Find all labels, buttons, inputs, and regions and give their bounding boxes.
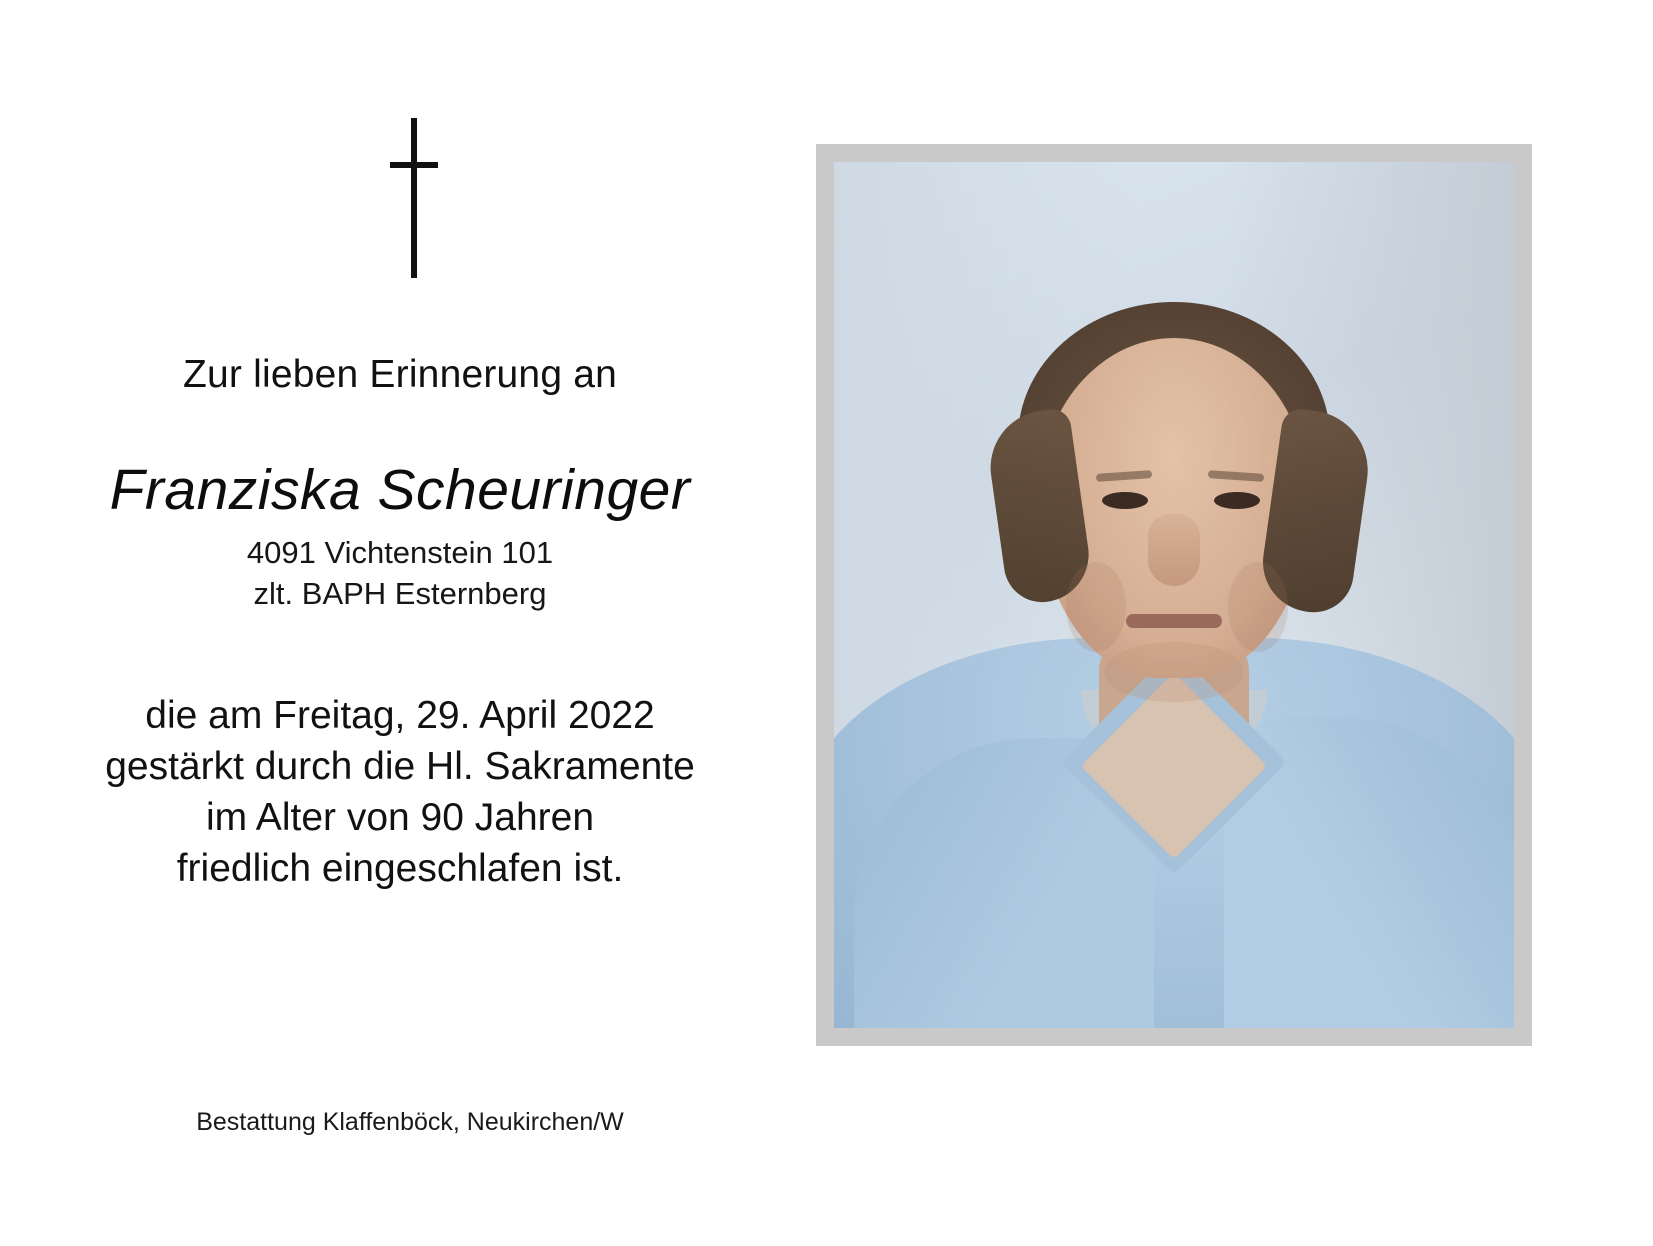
death-line-1: die am Freitag, 29. April 2022 [145,694,655,737]
dedication-block [0,352,800,615]
cheek-shadow-left [1066,562,1126,652]
eye-right [1214,492,1260,509]
death-notice-block [0,690,800,894]
christian-cross-icon [390,118,438,278]
nose [1148,514,1200,586]
eye-left [1102,492,1148,509]
chin [1104,642,1244,702]
address-line-2: zlt. BAPH Esternberg [253,575,547,611]
mouth [1126,614,1222,628]
cheek-shadow-right [1228,562,1288,652]
deceased-name: Franziska Scheuringer [109,457,691,522]
death-line-2: gestärkt durch die Hl. Sakramente [105,745,695,789]
portrait-photo [834,162,1514,1028]
death-line-4: friedlich eingeschlafen ist. [176,847,624,891]
address-line-1: 4091 Vichtenstein 101 [246,534,554,570]
dedication-intro: Zur lieben Erinnerung an [182,353,618,396]
portrait-frame [816,144,1532,1046]
death-line-3: im Alter von 90 Jahren [205,796,595,840]
funeral-home-credit: Bestattung Klaffenböck, Neukirchen/W [196,1108,624,1136]
